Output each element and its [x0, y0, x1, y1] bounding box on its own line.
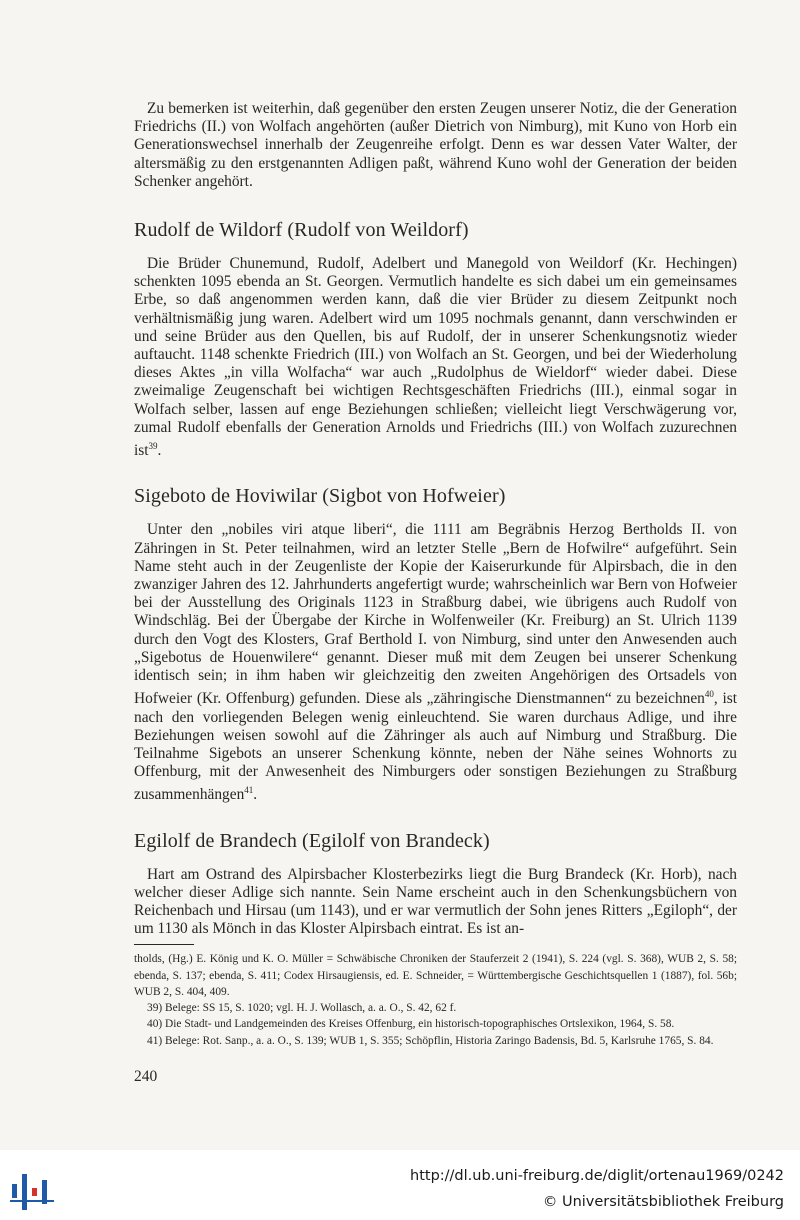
sigeboto-text-1: Unter den „nobiles viri atque liberi“, die 1111 am Begräbnis Herzog Bertholds II. von Zähringen in St. Peter teilnahmen, wird an letzter Stelle „Bern de Hofwilre“ aufgeführt. Sein Name steht auch in der Zeugenliste der Kopie der Kaiserurkunde für Alpirsbach, die in den zwanziger Jahren des 12. Jahrhunderts angefertigt wurde; wahrscheinlich war Bern von Hofweier bei der Ausstellung des Originals 1123 in Straßburg dabei, wie übrigens auch Rudolf von Windschläg. Bei der Übergabe der Kirche in Wolfenweiler (Kr. Freiburg) an St. Ulrich 1139 durch den Vogt des Klosters, Graf Berthold I. von Nimburg, sind unter den Anwesenden auch „Sigebotus de Houenwilere“ genannt. Dieser muß mit dem Zeugen bei unserer Schenkung identisch sein; in ihm haben wir gleichzeitig den zweiten Angehörigen des Ortsadels von Hofweier (Kr. Offenburg) gefunden. Diese als „zähringische Dienstmannen“ zu bezeichnen [134, 521, 737, 708]
footnote-ref-40[interactable]: 40 [704, 689, 714, 700]
sigeboto-text-2: , ist nach den vorliegenden Belegen wenig einleuchtend. Sie waren durchaus Adlige, und ihre Beziehungen weisen sowohl auf die Zähringer als auch auf Nimburg und Straßburg. Die Teilnahme Sigebots an unserer Schenkung könnte, neben der Nähe seines Wohnorts zu Offenburg, mit der Anwesenheit des Nimburgers oder sonstigen Beziehungen zu Straßburg zusammenhängen [134, 690, 737, 804]
sigeboto-end: . [253, 786, 258, 804]
rudolf-paragraph [134, 255, 737, 460]
section-heading-rudolf: Rudolf de Wildorf (Rudolf von Weildorf) [134, 219, 469, 242]
egilolf-paragraph: Hart am Ostrand des Alpirsbacher Klosterbezirks liegt die Burg Brandeck (Kr. Horb), nach welcher dieser Adlige sich nannte. Sein Name erscheint auch in den Schenkungsbüchern von Reichenbach und Hirsau (um 1143), und er war vermutlich der Sohn jenes Ritters „Egiloph“, der um 1130 als Mönch in das Kloster Alpirsbach eintrat. Es ist an- [134, 865, 737, 938]
footnotes [134, 951, 737, 1048]
source-url-link[interactable]: http://dl.ub.uni-freiburg.de/diglit/ortenau1969/0242 [410, 1168, 784, 1184]
sigeboto-paragraph [134, 521, 737, 804]
page-number: 240 [134, 1068, 158, 1085]
footnote-divider [134, 944, 194, 945]
page-content [134, 100, 737, 1049]
viewer-footer [0, 1150, 800, 1220]
footnote-ref-39[interactable]: 39 [148, 441, 158, 452]
footnote-40: 40) Die Stadt- und Landgemeinden des Kreises Offenburg, ein historisch-topographisches Ortslexikon, 1964, S. 58. [147, 1018, 675, 1031]
footnote-ref-41[interactable]: 41 [244, 785, 254, 796]
section-heading-egilolf: Egilolf de Brandech (Egilolf von Brandeck) [134, 829, 490, 852]
ub-freiburg-logo-icon [10, 1170, 54, 1214]
section-heading-sigeboto: Sigeboto de Hoviwilar (Sigbot von Hofweier) [134, 485, 506, 508]
footnote-continuation: tholds, (Hg.) E. König und K. O. Müller = Schwäbische Chroniken der Stauferzeit 2 (1941), S. 224 (vgl. S. 368), WUB 2, S. 58; ebenda, S. 137; ebenda, S. 411; Codex Hirsaugiensis, ed. E. Schneider, = Württembergische Geschichtsquellen 1 (1887), fol. 56b; WUB 2, S. 404, 409. [134, 953, 737, 998]
footnote-39: 39) Belege: SS 15, S. 1020; vgl. H. J. Wollasch, a. a. O., S. 42, 62 f. [147, 1002, 457, 1015]
rudolf-end: . [157, 442, 162, 460]
copyright-text: © Universitätsbibliothek Freiburg [542, 1194, 784, 1210]
rudolf-text: Die Brüder Chunemund, Rudolf, Adelbert und Manegold von Weildorf (Kr. Hechingen) schenkten 1095 ebenda an St. Georgen. Vermutlich handelte es sich dabei um ein gemeinsames Erbe, so daß angenommen werden kann, daß die vier Brüder zu diesem Zeitpunkt noch verhältnismäßig jung waren. Adelbert wird um 1095 nochmals genannt, dann verschwinden er und seine Brüder aus den Quellen, bis auf Rudolf, der in unserer Schenkungsnotiz wieder auftaucht. 1148 schenkte Friedrich (III.) von Wolfach an St. Georgen, und bei der Wiederholung dieses Aktes „in villa Wolfacha“ war auch „Rudolphus de Wieldorf“ wieder dabei. Diese zweimalige Zeugenschaft bei wichtigen Rechtsgeschäften Friedrichs (III.), einmal sogar in Wolfach selber, lassen auf enge Beziehungen schließen; vielleicht liegt Verschwägerung vor, zumal Rudolf ebenfalls der Generation Arnolds und Friedrichs (III.) von Wolfach zuzurechnen ist [134, 255, 737, 460]
intro-paragraph: Zu bemerken ist weiterhin, daß gegenüber den ersten Zeugen unserer Notiz, die der Generation Friedrichs (II.) von Wolfach angehörten (außer Dietrich von Nimburg), mit Kuno von Horb ein Generationswechsel innerhalb der Zeugenreihe erfolgt. Denn es war dessen Vater Walter, der altersmäßig zu den erstgenannten Adligen paßt, während Kuno wohl der Generation der beiden Schenker angehört. [134, 100, 737, 190]
footnote-41: 41) Belege: Rot. Sanp., a. a. O., S. 139; WUB 1, S. 355; Schöpflin, Historia Zaringo Badensis, Bd. 5, Karlsruhe 1765, S. 84. [147, 1034, 714, 1047]
